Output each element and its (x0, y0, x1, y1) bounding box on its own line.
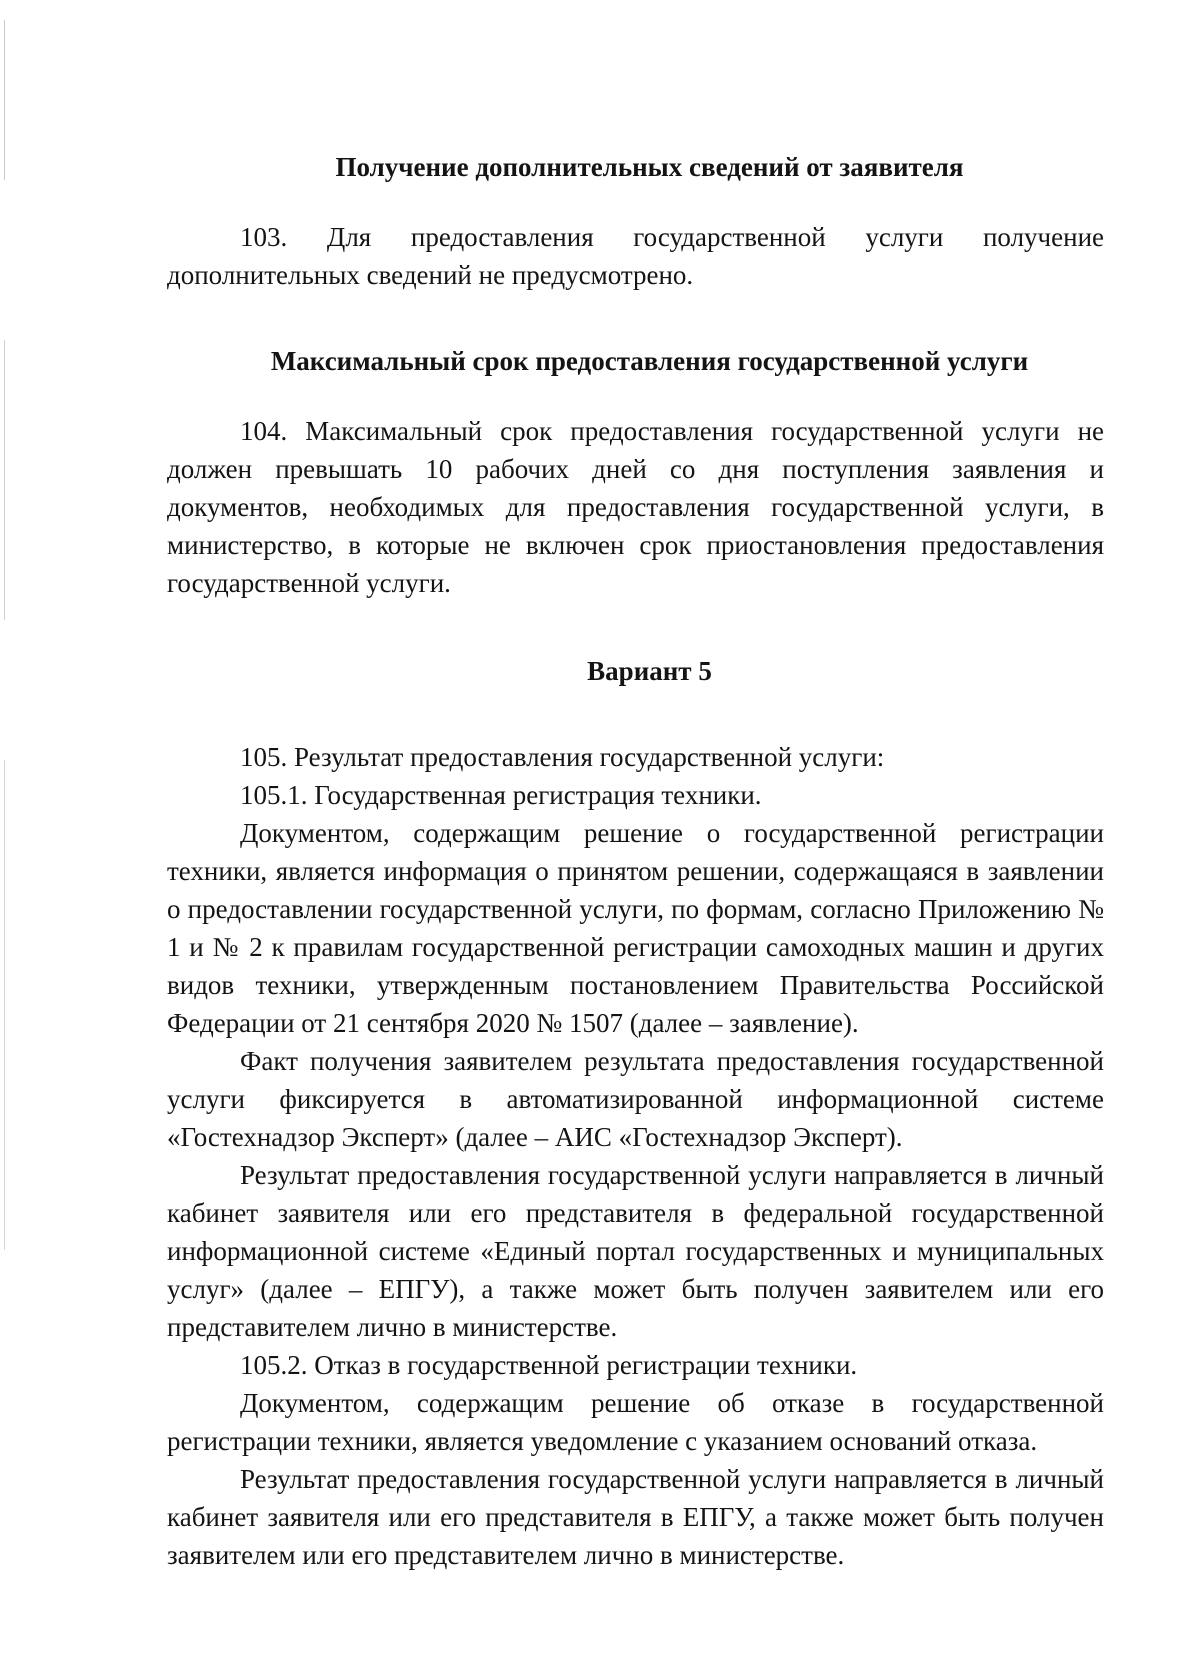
paragraph-refusal-document: Документом, содержащим решение об отказе в государственной регистрации техники, является уведомление с указанием оснований отказа. (167, 1388, 1104, 1456)
paragraph-105-2: 105.2. Отказ в государственной регистрации техники. (240, 1350, 858, 1380)
variant-heading: Вариант 5 (587, 656, 712, 686)
paragraph-result-delivery: Результат предоставления государственной услуги направляется в личный кабинет заявителя или его представителя в федеральной государственной информационной системе «Единый портал государственных и муниципальных услуг» (далее – ЕПГУ), а также может быть получен заявителем или его представителем лично в министерстве. (167, 1160, 1104, 1342)
paragraph-103: 103. Для предоставления государственной услуги получение дополнительных сведений не предусмотрено. (167, 222, 1104, 290)
section-heading-additional-info: Получение дополнительных сведений от заявителя (335, 152, 964, 182)
paragraph-105: 105. Результат предоставления государственной услуги: (240, 742, 885, 772)
section-heading-max-term: Максимальный срок предоставления государственной услуги (270, 346, 1029, 376)
paragraph-fact-of-receipt: Факт получения заявителем результата предоставления государственной услуги фиксируется в автоматизированной информационной системе «Гостехнадзор Эксперт» (далее – АИС «Гостехнадзор Эксперт). (167, 1046, 1104, 1152)
scan-edge-artifact (4, 0, 5, 1656)
paragraph-registration-document: Документом, содержащим решение о государственной регистрации техники, является информация о принятом решении, содержащаяся в заявлении о предоставлении государственной услуги, по формам, согласно Приложению № 1 и № 2 к правилам государственной регистрации самоходных машин и других видов техники, утвержденным постановлением Правительства Российской Федерации от 21 сентября 2020 № 1507 (далее – заявление). (167, 818, 1104, 1038)
paragraph-104: 104. Максимальный срок предоставления государственной услуги не должен превышать 10 рабочих дней со дня поступления заявления и документов, необходимых для предоставления государственной услуги, в министерство, в которые не включен срок приостановления предоставления государственной услуги. (167, 416, 1104, 598)
paragraph-105-1: 105.1. Государственная регистрация техники. (240, 780, 762, 810)
paragraph-refusal-delivery: Результат предоставления государственной услуги направляется в личный кабинет заявителя или его представителя в ЕПГУ, а также может быть получен заявителем или его представителем лично в министерстве. (167, 1464, 1104, 1570)
